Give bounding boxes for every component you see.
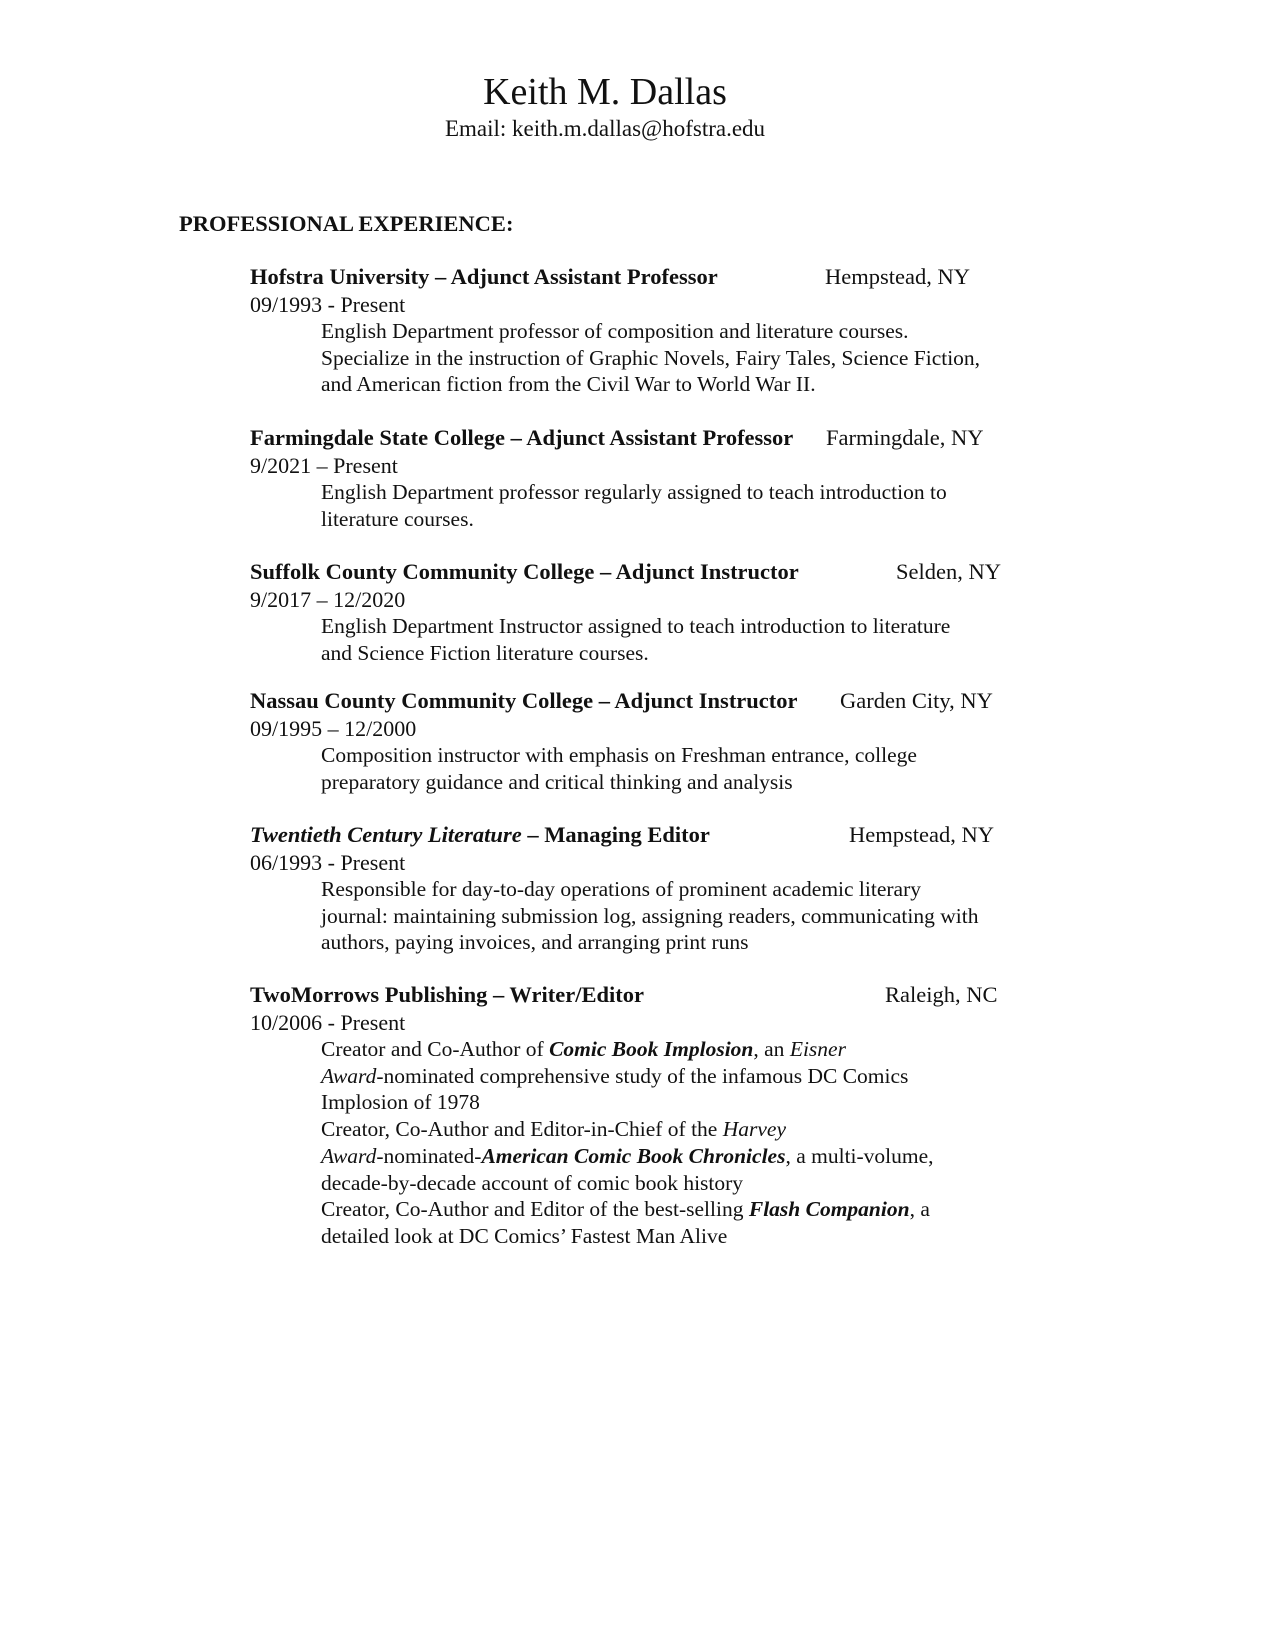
description-line: Composition instructor with emphasis on Freshman entrance, college <box>321 743 917 767</box>
job-entry-twomorrows <box>250 982 1010 1250</box>
description-line: literature courses. <box>321 506 474 531</box>
text-run: detailed look at DC Comics’ Fastest Man Alive <box>321 1223 728 1248</box>
text-run: Implosion of 1978 <box>321 1090 480 1115</box>
description-line: authors, paying invoices, and arranging print runs <box>321 930 749 955</box>
job-location: Farmingdale, NY <box>826 425 984 450</box>
book-title-american-comic-book-chronicles: American Comic Book Chronicles <box>481 1143 786 1168</box>
job-dates: 9/2017 – 12/2020 <box>250 587 406 612</box>
job-role: – Managing Editor <box>521 822 710 847</box>
job-title: Nassau County Community College – Adjunct Instructor <box>250 688 798 713</box>
description-line: and Science Fiction literature courses. <box>321 640 649 665</box>
job-description <box>321 613 1010 666</box>
job-location: Hempstead, NY <box>849 822 994 847</box>
job-entry-hofstra <box>250 264 1010 398</box>
job-location: Selden, NY <box>896 559 1001 584</box>
job-entry-nassau <box>250 688 1010 795</box>
award-name: Award <box>321 1063 377 1088</box>
job-dates: 10/2006 - Present <box>250 1010 406 1035</box>
job-description <box>321 742 1010 795</box>
text-run: Creator, Co-Author and Editor-in-Chief of the <box>321 1117 723 1142</box>
job-description <box>321 876 1010 956</box>
description-line <box>321 1036 1010 1063</box>
text-run: -nominated comprehensive study of the infamous DC Comics <box>376 1063 909 1088</box>
text-run: -nominated- <box>376 1143 482 1168</box>
contact-email: Email: keith.m.dallas@hofstra.edu <box>444 116 766 141</box>
description-line: journal: maintaining submission log, assigning readers, communicating with <box>321 903 979 928</box>
job-entry-twentieth-century-literature <box>250 822 1010 956</box>
text-run: Creator, Co-Author and Editor of the best-selling <box>321 1197 749 1222</box>
job-location: Garden City, NY <box>840 688 993 713</box>
description-line <box>321 1089 1010 1116</box>
description-line <box>321 1063 1010 1090</box>
award-name: Harvey <box>722 1117 787 1142</box>
award-name: Eisner <box>789 1037 846 1061</box>
text-run: Creator and Co-Author of <box>321 1037 550 1061</box>
job-description <box>321 1036 1010 1250</box>
job-title <box>250 822 710 848</box>
resume-name: Keith M. Dallas <box>483 71 727 113</box>
job-title: Hofstra University – Adjunct Assistant Professor <box>250 264 718 289</box>
description-line <box>321 1223 1010 1250</box>
text-run: , an <box>753 1037 790 1061</box>
description-line <box>321 1116 1010 1143</box>
description-line: preparatory guidance and critical thinking and analysis <box>321 769 793 794</box>
text-run: decade-by-decade account of comic book history <box>321 1170 744 1195</box>
description-line: English Department Instructor assigned to teach introduction to literature <box>321 614 951 638</box>
job-dates: 09/1995 – 12/2000 <box>250 716 417 741</box>
job-dates: 09/1993 - Present <box>250 292 406 317</box>
award-name: Award <box>321 1143 377 1168</box>
book-title-comic-book-implosion: Comic Book Implosion <box>549 1037 754 1061</box>
description-line: English Department professor regularly assigned to teach introduction to <box>321 480 947 504</box>
book-title-flash-companion: Flash Companion <box>748 1197 910 1222</box>
description-line <box>321 1196 1010 1223</box>
description-line: English Department professor of composition and literature courses. <box>321 319 909 343</box>
job-description <box>321 318 1010 398</box>
job-title: Farmingdale State College – Adjunct Assistant Professor <box>250 425 794 450</box>
job-entry-suffolk <box>250 559 1010 666</box>
job-title: Suffolk County Community College – Adjunct Instructor <box>250 559 799 584</box>
description-line: Responsible for day-to-day operations of prominent academic literary <box>321 877 922 901</box>
section-title: PROFESSIONAL EXPERIENCE: <box>179 211 514 236</box>
job-location: Hempstead, NY <box>825 264 970 289</box>
job-location: Raleigh, NC <box>885 982 998 1007</box>
description-line <box>321 1143 1010 1170</box>
journal-title: Twentieth Century Literature <box>250 822 522 847</box>
description-line: and American fiction from the Civil War to World War II. <box>321 372 816 397</box>
description-line <box>321 1170 1010 1197</box>
job-title: TwoMorrows Publishing – Writer/Editor <box>250 982 644 1007</box>
text-run: , a <box>909 1197 930 1222</box>
text-run: , a multi-volume, <box>785 1143 934 1168</box>
description-line: Specialize in the instruction of Graphic Novels, Fairy Tales, Science Fiction, <box>321 345 981 370</box>
job-entry-farmingdale <box>250 425 1010 532</box>
job-dates: 06/1993 - Present <box>250 850 406 875</box>
job-dates: 9/2021 – Present <box>250 453 398 478</box>
job-description <box>321 479 1010 532</box>
